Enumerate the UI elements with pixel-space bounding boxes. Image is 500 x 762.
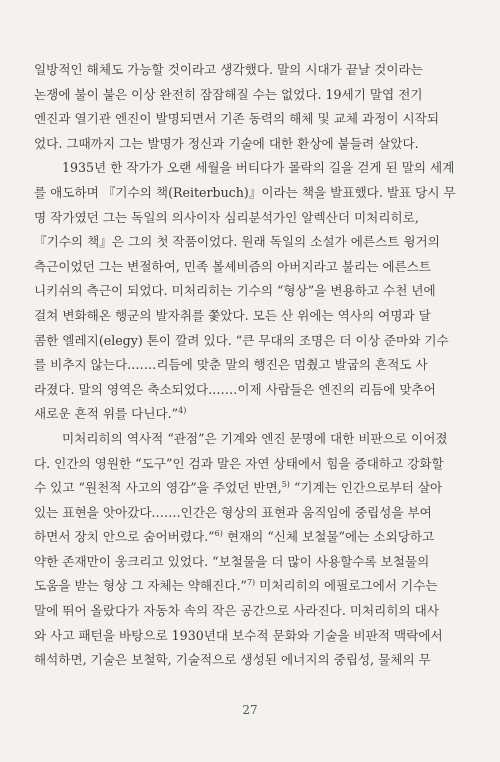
text-line	[34, 304, 466, 329]
footnote-marker: 5)	[281, 479, 290, 489]
line-text: 새로운 흔적 위를 다닌다.”	[34, 406, 179, 422]
text-line	[34, 58, 466, 83]
text-line	[34, 255, 466, 280]
text-line	[34, 501, 466, 526]
footnote-marker: 6)	[214, 529, 223, 539]
text-line	[34, 329, 466, 354]
text-line	[34, 648, 466, 673]
line-text: 약한 존재만이 웅크리고 있었다. “보철물을 더 많이 사용할수록 보철물의	[34, 553, 430, 569]
text-line	[34, 107, 466, 132]
line-text-continued: 미처리히의 에필로그에서 기수는	[255, 578, 438, 594]
line-text: 수 있고 “원천적 사고의 영감”을 주었던 반면,	[34, 480, 282, 496]
text-line	[34, 550, 466, 575]
page-number: 27	[242, 703, 258, 717]
line-text: 논쟁에 불이 붙은 이상 완전히 잠잠해질 수는 없었다. 19세기 말엽 전기	[34, 86, 423, 102]
line-text: 1935년 한 작가가 오랜 세월을 버티다가 몰락의 길을 걷게 된 말의 세계	[62, 160, 455, 176]
line-text: 를 비추지 않는다.……리듬에 맞춘 말의 행진은 멈췄고 발굽의 흔적도 사	[34, 357, 428, 373]
text-line	[34, 525, 466, 550]
text-line	[34, 402, 466, 427]
line-text-continued: “기계는 인간으로부터 살아	[289, 480, 443, 496]
text-line	[34, 476, 466, 501]
line-text: 를 애도하며 『기수의 책(Reiterbuch)』이라는 책을 발표했다. 발표 당시 무	[34, 184, 456, 200]
text-line	[34, 181, 466, 206]
text-line	[34, 132, 466, 157]
line-text: 말에 뛰어 올랐다가 자동차 속의 작은 공간으로 사라진다. 미처리히의 대사	[34, 603, 439, 619]
text-line	[34, 230, 466, 255]
footnote-marker: 4)	[178, 406, 187, 416]
line-text: 있는 표현을 앗아갔다.……인간은 형상의 표현과 움직임에 중립성을 부여	[34, 504, 432, 520]
text-line	[34, 378, 466, 403]
text-line	[34, 452, 466, 477]
body-text	[34, 58, 466, 673]
line-text: 『기수의 책』은 그의 첫 작품이었다. 원래 독일의 소설가 에른스트 윙거의	[34, 234, 440, 250]
text-line	[34, 427, 466, 452]
line-text: 도움을 받는 형상 그 자체는 약해진다.”	[34, 578, 247, 594]
footnote-marker: 7)	[246, 578, 256, 588]
text-line	[34, 83, 466, 108]
text-line	[34, 599, 466, 624]
line-text: 해석하면, 기술은 보철학, 기술적으로 생성된 에너지의 중립성, 물체의 무	[34, 652, 431, 668]
line-text: 었다. 그때까지 그는 발명가 정신과 기술에 대한 환상에 붙들려 살았다.	[34, 135, 419, 151]
line-text: 하면서 장치 안으로 숨어버렸다.”	[34, 529, 215, 545]
line-text: 콤한 엘레지(elegy) 톤이 깔려 있다. “큰 무대의 조명은 더 이상 준마와 기수	[34, 332, 449, 348]
text-line	[34, 624, 466, 649]
text-line	[34, 156, 466, 181]
text-line	[34, 279, 466, 304]
line-text: 엔진과 열기관 엔진이 발명되면서 기존 동력의 해체 및 교체 과정이 시작되	[34, 111, 439, 127]
line-text: 미처리히의 역사적 “관점”은 기계와 엔진 문명에 대한 비판으로 이어졌	[62, 430, 448, 446]
text-line	[34, 574, 466, 599]
line-text: 니키쉬의 측근이 되었다. 미처리히는 기수의 “형상”을 변용하고 수천 년에	[34, 283, 436, 299]
line-text: 와 사고 패턴을 바탕으로 1930년대 보수적 문화와 기술을 비판적 맥락에서	[34, 627, 443, 643]
line-text-continued: 현재의 “신체 보철물”에는 소외당하고	[222, 529, 435, 545]
line-text: 측근이었던 그는 변절하여, 민족 볼셰비즘의 아버지라고 불리는 에른스트	[34, 258, 431, 274]
text-line	[34, 206, 466, 231]
line-text: 다. 인간의 영원한 “도구”인 검과 말은 자연 상태에서 힘을 증대하고 강화할	[34, 455, 444, 471]
text-line	[34, 353, 466, 378]
line-text: 명 작가였던 그는 독일의 의사이자 심리분석가인 알렉산더 미처리히로,	[34, 209, 419, 225]
line-text: 일방적인 해체도 가능할 것이라고 생각했다. 말의 시대가 끝날 것이라는	[34, 62, 423, 77]
line-text: 라졌다. 말의 영역은 축소되었다.……이제 사람들은 엔진의 리듬에 맞추어	[34, 381, 436, 397]
line-text: 걸쳐 변화해온 행군의 발자취를 쫓았다. 모든 산 위에는 역사의 여명과 달	[34, 307, 431, 323]
